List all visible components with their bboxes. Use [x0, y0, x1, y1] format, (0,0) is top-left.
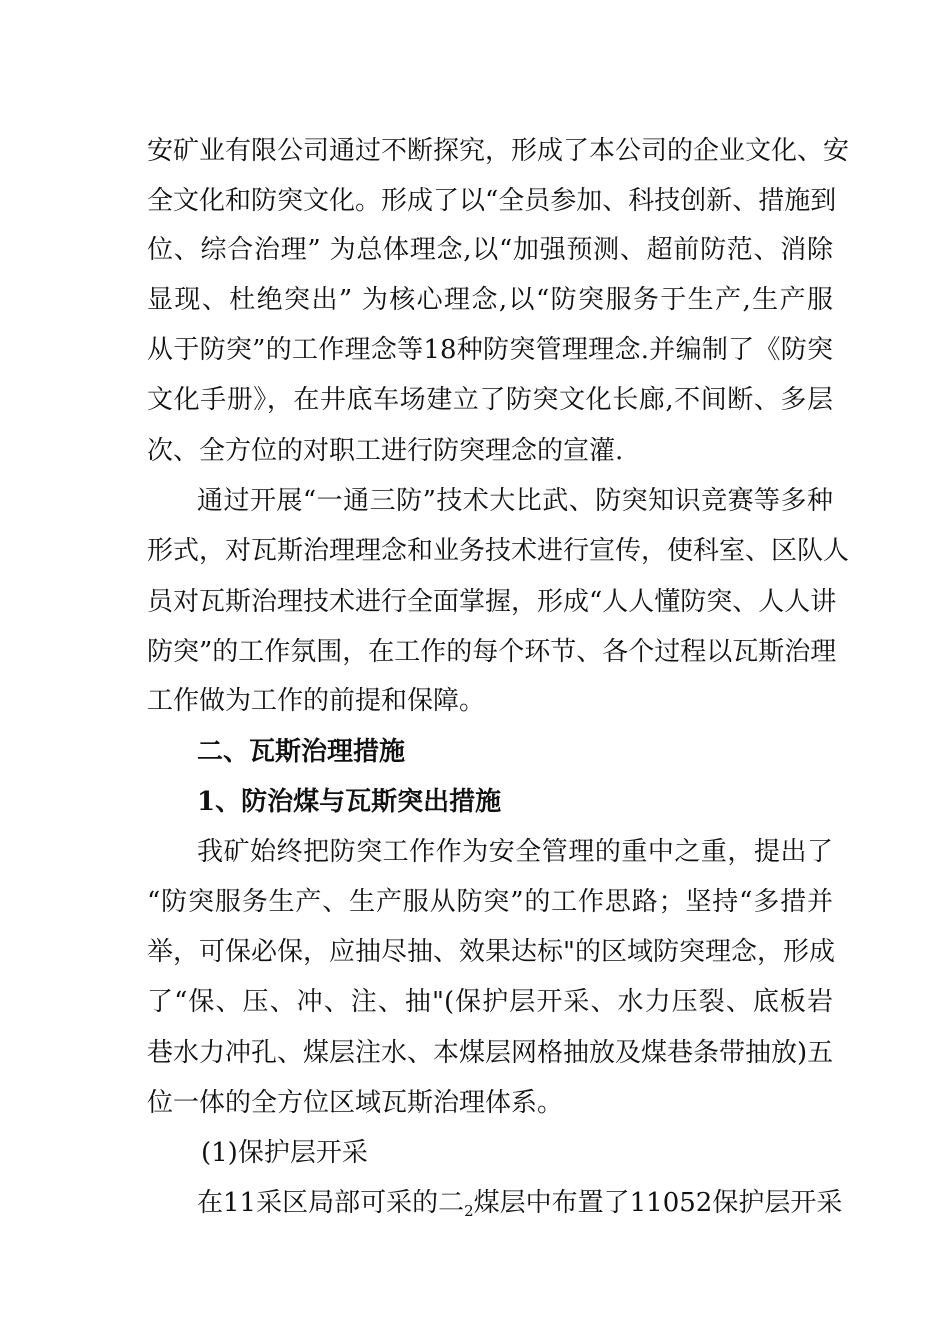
- paragraph-line: [197, 1183, 843, 1223]
- paragraph-line: 文化手册》，在井底车场建立了防突文化长廊,不间断、多层: [147, 385, 833, 415]
- paragraph-line: 形式，对瓦斯治理理念和业务技术进行宣传，使科室、区队人: [147, 536, 850, 566]
- paragraph-line: “防突服务生产、生产服从防突”的工作思路；坚持“多措并: [147, 887, 833, 917]
- paragraph-line: 工作做为工作的前提和保障。: [147, 686, 486, 716]
- paragraph-line: 安矿业有限公司通过不断探究，形成了本公司的企业文化、安: [147, 136, 850, 166]
- line-text-after: 煤层中布置了11052保护层开采: [473, 1188, 843, 1218]
- paragraph-line: 员对瓦斯治理技术进行全面掌握，形成“人人懂防突、人人讲: [147, 587, 837, 617]
- paragraph-line: 位、综合治理” 为总体理念,以“加强预测、超前防范、消除: [147, 235, 833, 265]
- paragraph-line: 次、全方位的对职工进行防突理念的宣灌.: [147, 436, 624, 466]
- line-text-before: 在11采区局部可采的二: [197, 1188, 465, 1218]
- paragraph-line: 从于防突”的工作理念等18种防突管理理念.并编制了《防突: [147, 335, 833, 365]
- paragraph-line: 位一体的全方位区域瓦斯治理体系。: [147, 1088, 564, 1118]
- subscript-number: 2: [464, 1202, 474, 1220]
- paragraph-line: 举，可保必保，应抽尽抽、效果达标"的区域防突理念，形成: [147, 937, 835, 967]
- paragraph-line: 了“保、压、冲、注、抽"(保护层开采、水力压裂、底板岩: [147, 987, 833, 1017]
- paragraph-line: 通过开展“一通三防”技术大比武、防突知识竞赛等多种: [197, 486, 833, 516]
- paragraph-line: 巷水力冲孔、煤层注水、本煤层网格抽放及煤巷条带抽放)五: [147, 1038, 834, 1068]
- paragraph-line: 显现、杜绝突出” 为核心理念,以“防突服务于生产,生产服: [147, 285, 833, 315]
- list-item-heading: (1)保护层开采: [201, 1138, 368, 1168]
- paragraph-line: 全文化和防突文化。形成了以“全员参加、科技创新、措施到: [147, 186, 837, 216]
- paragraph-line: 我矿始终把防突工作作为安全管理的重中之重，提出了: [197, 837, 833, 867]
- paragraph-line: 防突”的工作氛围，在工作的每个环节、各个过程以瓦斯治理: [147, 637, 837, 667]
- section-heading: 二、瓦斯治理措施: [197, 737, 406, 767]
- subsection-heading: 1、防治煤与瓦斯突出措施: [197, 787, 502, 817]
